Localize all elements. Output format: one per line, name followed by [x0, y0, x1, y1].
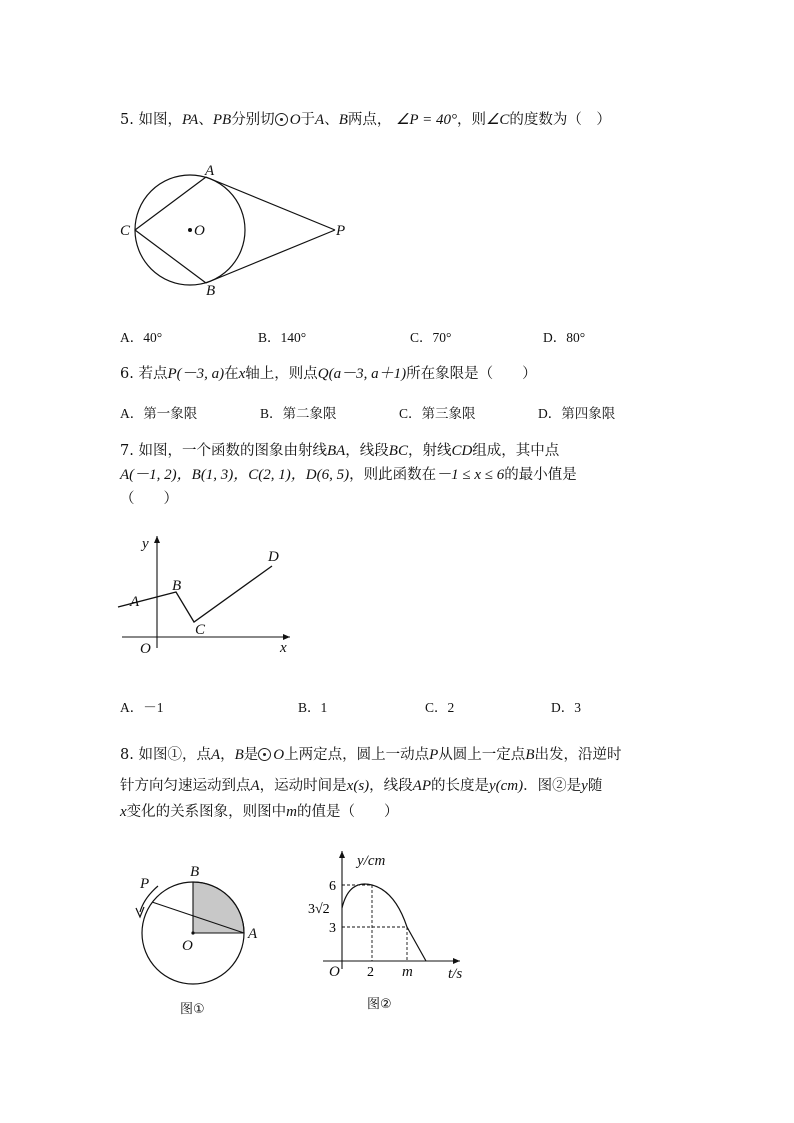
- q6-point-q: Q(a－3, a＋1): [317, 366, 407, 382]
- q8-tick-3r2: 3√2: [308, 902, 330, 917]
- q7-text: 组成，其中点: [472, 443, 560, 459]
- q8-label-o: O: [329, 964, 340, 980]
- q8-text: 是: [243, 747, 259, 763]
- q6-option-b[interactable]: B．第二象限: [260, 406, 337, 421]
- q8-tick-2: 2: [367, 965, 374, 980]
- q7-label-d: D: [268, 549, 279, 565]
- q6-option-c[interactable]: C．第三象限: [399, 406, 476, 421]
- q5-text: 的度数为（ ）: [509, 112, 611, 128]
- q7-figure: [118, 530, 308, 660]
- q7-label-o: O: [140, 641, 151, 657]
- q7-label-c: C: [195, 622, 206, 638]
- q5-sep: 、: [324, 112, 339, 128]
- q7-graph-polyline: [118, 566, 272, 622]
- q8-label-b: B: [190, 864, 200, 880]
- q8-tick-3: 3: [329, 921, 336, 936]
- q5-figure: [110, 155, 360, 305]
- q8-ycm: y(cm): [489, 778, 524, 794]
- q5-center-dot: [188, 228, 192, 232]
- q5-stem-text: 5. 如图，: [120, 112, 182, 128]
- q7-text: ，线段: [345, 443, 389, 459]
- q5-label-p: P: [336, 223, 346, 239]
- q8-text: 出发，沿逆时: [534, 747, 622, 763]
- q8-b: B: [234, 747, 244, 763]
- q7-text: ，则此函数在: [349, 467, 437, 483]
- q6-option-d[interactable]: D．第四象限: [538, 406, 616, 421]
- q8-figure2: [305, 845, 480, 1020]
- q5-label-a: A: [205, 163, 215, 179]
- q7-stem-line3: （ ）: [120, 491, 178, 507]
- q6-x: x: [238, 366, 246, 382]
- q8-caption-2: 图②: [367, 997, 392, 1012]
- q8-text: 8. 如图①，点: [120, 747, 211, 763]
- q5-point-b: B: [338, 112, 348, 128]
- q8-stem-line1: [120, 743, 621, 764]
- q6-text: 轴上，则点: [245, 366, 318, 382]
- q5-angle-p: ∠P = 40°: [395, 112, 457, 128]
- q8-caption-1: 图①: [180, 1002, 205, 1017]
- q8-text: ，: [220, 747, 235, 763]
- q5-label-o: O: [194, 223, 205, 239]
- q7-label-y: y: [142, 536, 149, 552]
- q8-text: ，运动时间是: [259, 778, 347, 794]
- q5-text: 于: [300, 112, 316, 128]
- q5-option-b[interactable]: B．140°: [258, 330, 307, 345]
- q6-text: 所在象限是（ ）: [406, 366, 537, 382]
- q8-text: 的值是（ ）: [297, 804, 399, 820]
- q8-y: y: [581, 778, 588, 794]
- q8-b: B: [525, 747, 535, 763]
- q7-option-d[interactable]: D．3: [551, 700, 581, 715]
- q5-text: 两点，: [347, 112, 392, 128]
- q8-text: 针方向匀速运动到点: [120, 778, 251, 794]
- q7-label-a: A: [130, 594, 140, 610]
- q7-option-c[interactable]: C．2: [425, 700, 455, 715]
- q8-circle-name: O: [273, 747, 285, 763]
- q8-tick-6: 6: [329, 879, 336, 894]
- q7-text: 7. 如图，一个函数的图象由射线: [120, 443, 327, 459]
- q8-m: m: [286, 804, 298, 820]
- q8-p: P: [429, 747, 439, 763]
- q7-option-a[interactable]: A．－1: [120, 700, 164, 715]
- q5-option-a[interactable]: A．40°: [120, 330, 163, 345]
- q8-center-dot: [191, 931, 194, 934]
- q5-option-d[interactable]: D．80°: [543, 330, 586, 345]
- q5-label-b: B: [206, 283, 216, 299]
- q5-text: ，则: [456, 112, 486, 128]
- q7-ba: BA: [326, 443, 346, 459]
- q7-label-x: x: [280, 640, 287, 656]
- q7-bc: BC: [388, 443, 408, 459]
- q7-cd: CD: [451, 443, 473, 459]
- q5-stem: [120, 108, 611, 129]
- q8-text: ．图②是: [523, 778, 582, 794]
- q8-curve: [342, 884, 426, 961]
- q8-text: ，线段: [369, 778, 413, 794]
- q5-label-c: C: [120, 223, 131, 239]
- q8-stem-line3: [120, 800, 399, 821]
- q8-stem-line2: [120, 774, 602, 795]
- q8-text: 变化的关系图象，则图中: [126, 804, 287, 820]
- q8-label-p: P: [140, 876, 150, 892]
- q5-tangent-pa: [206, 177, 335, 230]
- q7-text: 的最小值是: [504, 467, 577, 483]
- circle-symbol-icon: [275, 113, 288, 126]
- q8-tick-m: m: [402, 964, 413, 980]
- q8-shaded-sector: [193, 882, 244, 933]
- q6-text: 在: [224, 366, 239, 382]
- q7-range: －1 ≤ x ≤ 6: [436, 467, 505, 483]
- q8-text: 的长度是: [431, 778, 489, 794]
- q8-a: A: [210, 747, 221, 763]
- q5-pb: PB: [212, 112, 232, 128]
- q8-label-o: O: [182, 938, 193, 954]
- q8-xs: x(s): [346, 778, 370, 794]
- q7-label-b: B: [172, 578, 182, 594]
- q8-text: 上两定点，圆上一动点: [284, 747, 430, 763]
- q5-point-a: A: [315, 112, 325, 128]
- q5-text: 分别切: [231, 112, 275, 128]
- q7-option-b[interactable]: B．1: [298, 700, 328, 715]
- q7-stem-line2: [120, 463, 577, 484]
- q8-xlabel: t/s: [448, 966, 463, 982]
- q8-a: A: [250, 778, 260, 794]
- q8-text: 从圆上一定点: [438, 747, 526, 763]
- q8-text: 随: [587, 778, 603, 794]
- q6-option-a[interactable]: A．第一象限: [120, 406, 198, 421]
- q5-sep: 、: [198, 112, 213, 128]
- q5-angle-c: ∠C: [485, 112, 510, 128]
- q5-circle-name: O: [289, 112, 301, 128]
- q5-pa: PA: [181, 112, 199, 128]
- q7-points: A(－1, 2)，B(1, 3)，C(2, 1)，D(6, 5): [120, 467, 350, 483]
- q6-text: 6. 若点: [120, 366, 168, 382]
- q6-point-p: P(－3, a): [167, 366, 225, 382]
- q5-option-c[interactable]: C．70°: [410, 330, 452, 345]
- q7-stem-line1: [120, 439, 559, 460]
- q5-tangent-pb: [206, 230, 335, 283]
- q8-figure1: [130, 860, 270, 1030]
- q8-ylabel: y/cm: [357, 853, 386, 869]
- q6-stem: [120, 362, 537, 383]
- q8-label-a: A: [248, 926, 258, 942]
- q8-ap: AP: [412, 778, 431, 794]
- q7-text: ，射线: [407, 443, 452, 459]
- circle-symbol-icon: [258, 748, 271, 761]
- q8-x: x: [120, 804, 127, 820]
